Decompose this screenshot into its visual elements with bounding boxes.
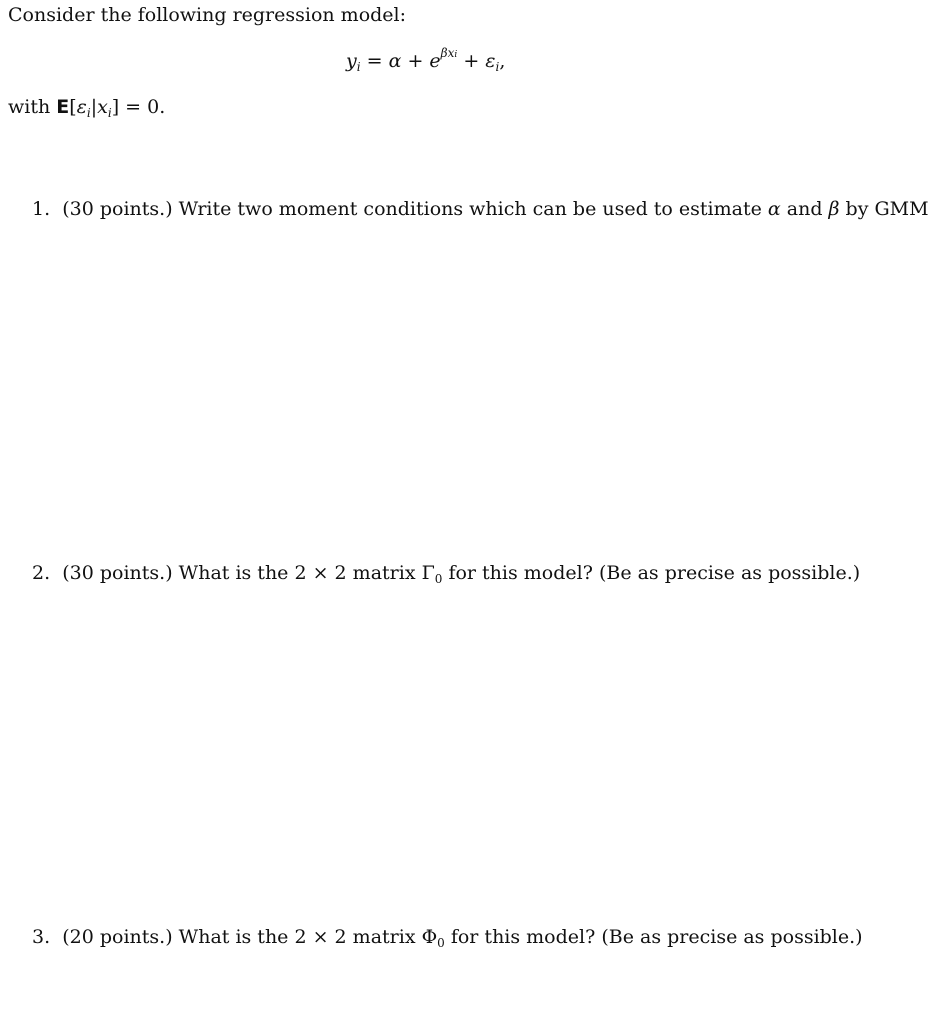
question-symbol-phi: Φ (421, 926, 438, 948)
eq-equals: = (360, 50, 389, 72)
cond-expectation: E (56, 96, 70, 118)
question-symbol-sub: 0 (437, 936, 445, 950)
cond-prefix: with (8, 96, 57, 118)
eq-exp-base: e (429, 50, 441, 72)
eq-lhs-sub: i (356, 60, 361, 74)
cond-x: x (97, 96, 108, 118)
question-text: What is the 2 × 2 matrix (178, 562, 422, 584)
cond-open: [ (69, 96, 77, 118)
eq-tail: , (499, 50, 506, 72)
question-3 (32, 926, 863, 948)
question-2 (32, 562, 860, 584)
question-1 (32, 198, 929, 220)
question-number: 3. (32, 926, 51, 948)
question-points: (30 points.) (62, 562, 173, 584)
question-symbol-sub: 0 (434, 572, 443, 586)
question-beta: β (828, 198, 840, 220)
eq-alpha: α (388, 50, 402, 72)
question-alpha: α (767, 198, 781, 220)
question-text-end: for this model? (Be as precise as possible.) (444, 926, 863, 948)
eq-plus-2: + (457, 50, 486, 72)
question-number: 1. (32, 198, 51, 220)
question-points: (20 points.) (62, 926, 173, 948)
intro-text: Consider the following regression model: (8, 4, 407, 26)
cond-x-sub: i (107, 106, 112, 120)
question-symbol-gamma: Γ (421, 562, 435, 584)
eq-exp-power-sub: i (454, 50, 458, 60)
question-text: What is the 2 × 2 matrix (178, 926, 422, 948)
eq-epsilon: ε (485, 50, 496, 72)
question-text-end: for this model? (Be as precise as possible.) (442, 562, 861, 584)
cond-close: ] = 0. (111, 96, 166, 118)
eq-lhs-var: y (346, 50, 357, 72)
eq-exp-power: βxi (440, 46, 458, 60)
cond-epsilon: ε (76, 96, 87, 118)
regression-equation (346, 46, 506, 74)
question-text-end: by GMM (839, 198, 929, 220)
question-points: (30 points.) (62, 198, 173, 220)
question-number: 2. (32, 562, 51, 584)
cond-epsilon-sub: i (86, 106, 91, 120)
question-text-and: and (780, 198, 829, 220)
eq-epsilon-sub: i (495, 60, 500, 74)
cond-bar: | (90, 96, 98, 118)
question-text: Write two moment conditions which can be used to estimate (178, 198, 768, 220)
eq-plus-1: + (401, 50, 430, 72)
moment-condition (8, 96, 165, 118)
